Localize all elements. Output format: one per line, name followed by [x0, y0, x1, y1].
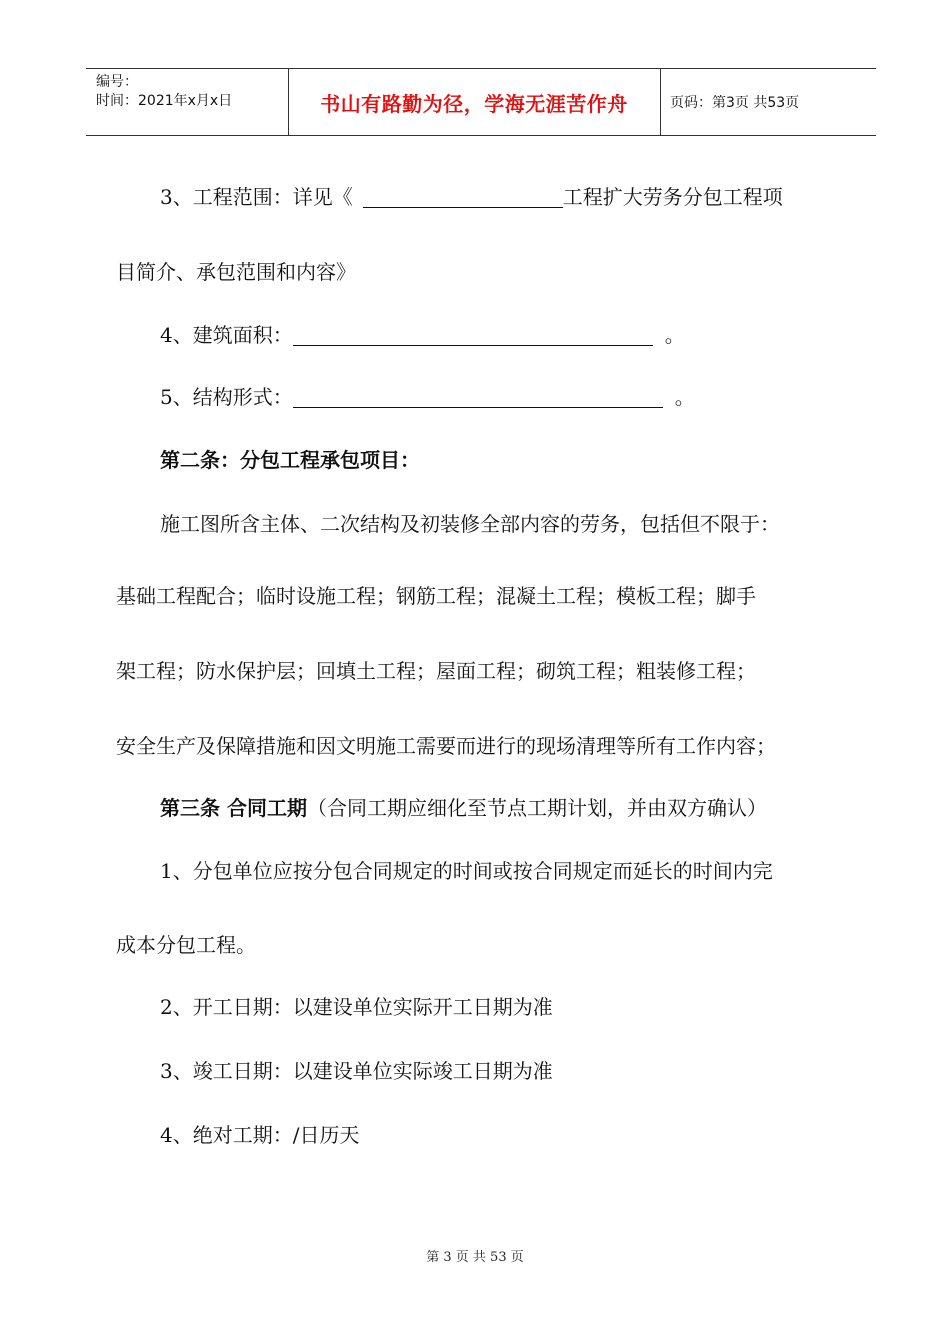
- article-2-text-2: 基础工程配合；临时设施工程；钢筋工程；混凝土工程；模板工程；脚手: [116, 584, 756, 608]
- clause-area: [160, 319, 685, 348]
- structure-blank: [293, 387, 663, 408]
- article-2-heading: 第二条：分包工程承包项目：: [160, 448, 420, 472]
- header-meta: [96, 73, 232, 111]
- page-footer: 第 3 页 共 53 页: [426, 1250, 524, 1265]
- page-header: [86, 68, 876, 136]
- article-3-item-2: 2、开工日期：以建设单位实际开工日期为准: [160, 995, 553, 1019]
- clause-structure: [160, 381, 695, 410]
- doc-time-label: 时间：2021年x月x日: [96, 93, 233, 109]
- article-3-item-3: 3、竣工日期：以建设单位实际竣工日期为准: [160, 1059, 553, 1083]
- clause-area-label: 4、建筑面积：: [160, 323, 293, 347]
- article-2-text-4: 安全生产及保障措施和因文明施工需要而进行的现场清理等所有工作内容；: [116, 734, 776, 758]
- article-2-text-3: 架工程；防水保护层；回填土工程；屋面工程；砌筑工程；粗装修工程；: [116, 659, 756, 683]
- article-3-item-4: 4、绝对工期：/日历天: [160, 1123, 360, 1147]
- clause-structure-label: 5、结构形式：: [160, 385, 293, 409]
- clause-area-end: 。: [664, 323, 685, 347]
- article-3-title: 第三条 合同工期: [160, 796, 307, 820]
- header-divider-right: [660, 69, 661, 135]
- article-3-item-1: 1、分包单位应按分包合同规定的时间或按合同规定而延长的时间内完: [160, 859, 773, 883]
- clause-scope-prefix: 3、工程范围：详见《: [160, 185, 353, 209]
- article-3-note: （合同工期应细化至节点工期计划，并由双方确认）: [306, 796, 767, 820]
- clause-scope-suffix: 工程扩大劳务分包工程项: [562, 185, 783, 209]
- scope-blank: [363, 187, 563, 208]
- header-page-info: 页码：第3页 共53页: [670, 95, 800, 111]
- article-2-text-1: 施工图所含主体、二次结构及初装修全部内容的劳务，包括但不限于：: [160, 512, 780, 536]
- header-motto: 书山有路勤为径，学海无涯苦作舟: [320, 91, 628, 116]
- article-3-heading: [160, 792, 767, 821]
- article-3-item-1-cont: 成本分包工程。: [116, 933, 256, 957]
- clause-scope: [160, 181, 783, 210]
- area-blank: [293, 325, 653, 346]
- doc-number-label: 编号：: [96, 74, 138, 90]
- clause-scope-cont: 目简介、承包范围和内容》: [116, 260, 356, 284]
- clause-structure-end: 。: [674, 385, 695, 409]
